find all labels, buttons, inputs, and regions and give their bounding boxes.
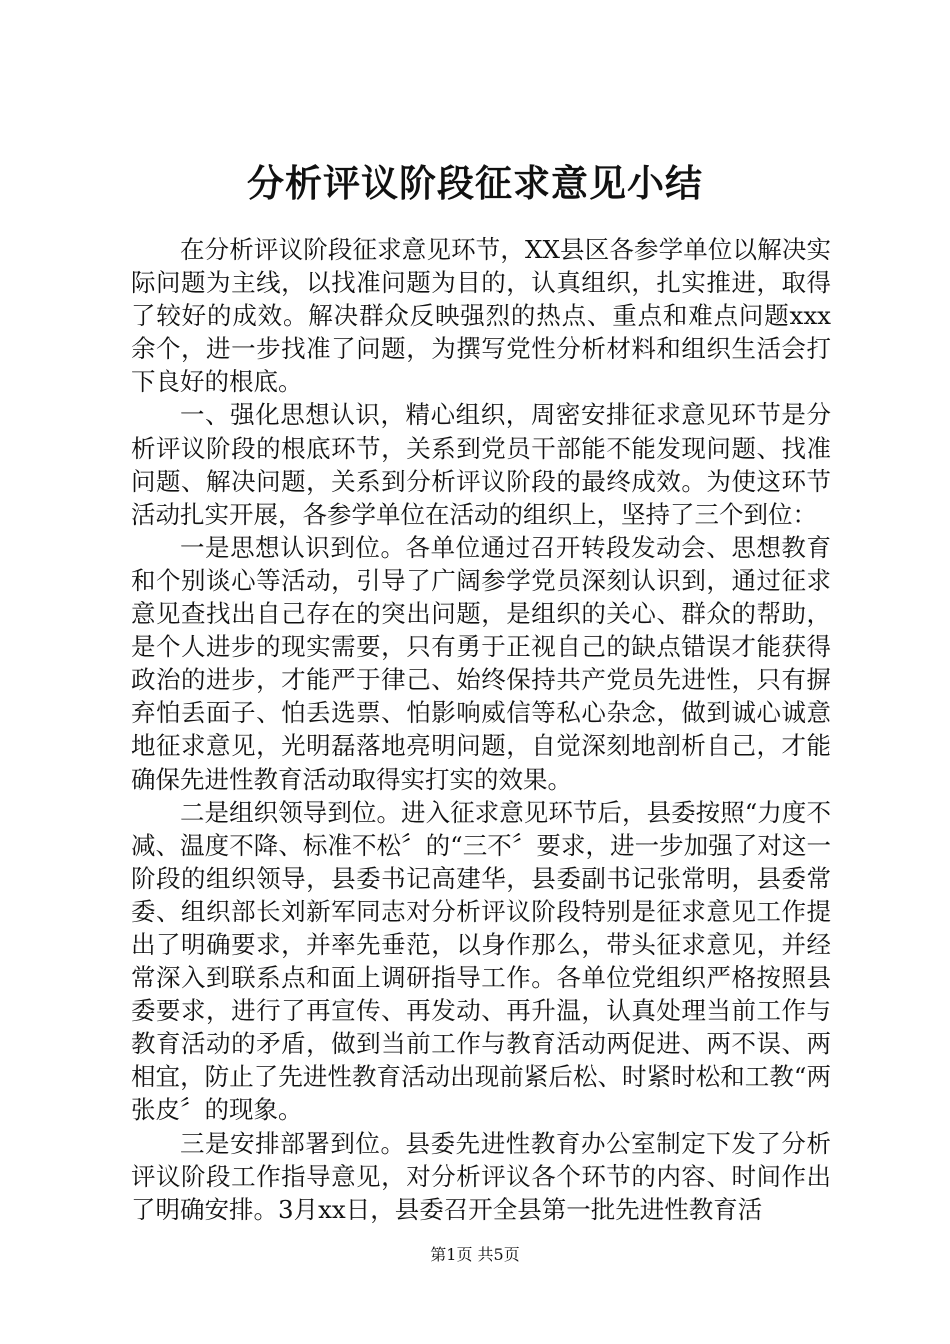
- paragraph-point-one: 一是思想认识到位。各单位通过召开转段发动会、思想教育和个别谈心等活动，引导了广阔参学党员深刻认识到，通过征求意见查找出自己存在的突出问题，是组织的关心、群众的帮助，是个人进步的现实需要，只有勇于正视自己的缺点错误才能获得政治的进步，才能严于律己、始终保持共产党员先进性，只有摒弃怕丢面子、怕丢选票、怕影响威信等私心杂念，做到诚心诚意地征求意见，光明磊落地亮明问题，自觉深刻地剖析自己，才能确保先进性教育活动取得实打实的效果。: [131, 532, 831, 794]
- paragraph-point-two: 二是组织领导到位。进入征求意见环节后，县委按照“力度不减、温度不降、标准不松〞的“三不〞要求，进一步加强了对这一阶段的组织领导，县委书记高建华，县委副书记张常明，县委常委、组织部长刘新军同志对分析评议阶段特别是征求意见工作提出了明确要求，并率先垂范，以身作那么，带头征求意见，并经常深入到联系点和面上调研指导工作。各单位党组织严格按照县委要求，进行了再宣传、再发动、再升温，认真处理当前工作与教育活动的矛盾，做到当前工作与教育活动两促进、两不误、两相宜，防止了先进性教育活动出现前紧后松、时紧时松和工教“两张皮〞的现象。: [131, 797, 831, 1125]
- document-body: [131, 233, 831, 1226]
- page-number-footer: 第1页 共5页: [430, 1245, 520, 1264]
- document-title: 分析评议阶段征求意见小结: [247, 161, 703, 205]
- paragraph-section-one: 一、强化思想认识，精心组织，周密安排征求意见环节是分析评议阶段的根底环节，关系到党员干部能不能发现问题、找准问题、解决问题，关系到分析评议阶段的最终成效。为使这环节活动扎实开展，各参学单位在活动的组织上，坚持了三个到位：: [131, 400, 831, 529]
- paragraph-intro: 在分析评议阶段征求意见环节，XX县区各参学单位以解决实际问题为主线，以找准问题为目的，认真组织，扎实推进，取得了较好的成效。解决群众反映强烈的热点、重点和难点问题xxx余个，进一步找准了问题，为撰写党性分析材料和组织生活会打下良好的根底。: [131, 235, 831, 397]
- paragraph-point-three: 三是安排部署到位。县委先进性教育办公室制定下发了分析评议阶段工作指导意见，对分析评议各个环节的内容、时间作出了明确安排。3月xx日，县委召开全县第一批先进性教育活: [131, 1128, 831, 1224]
